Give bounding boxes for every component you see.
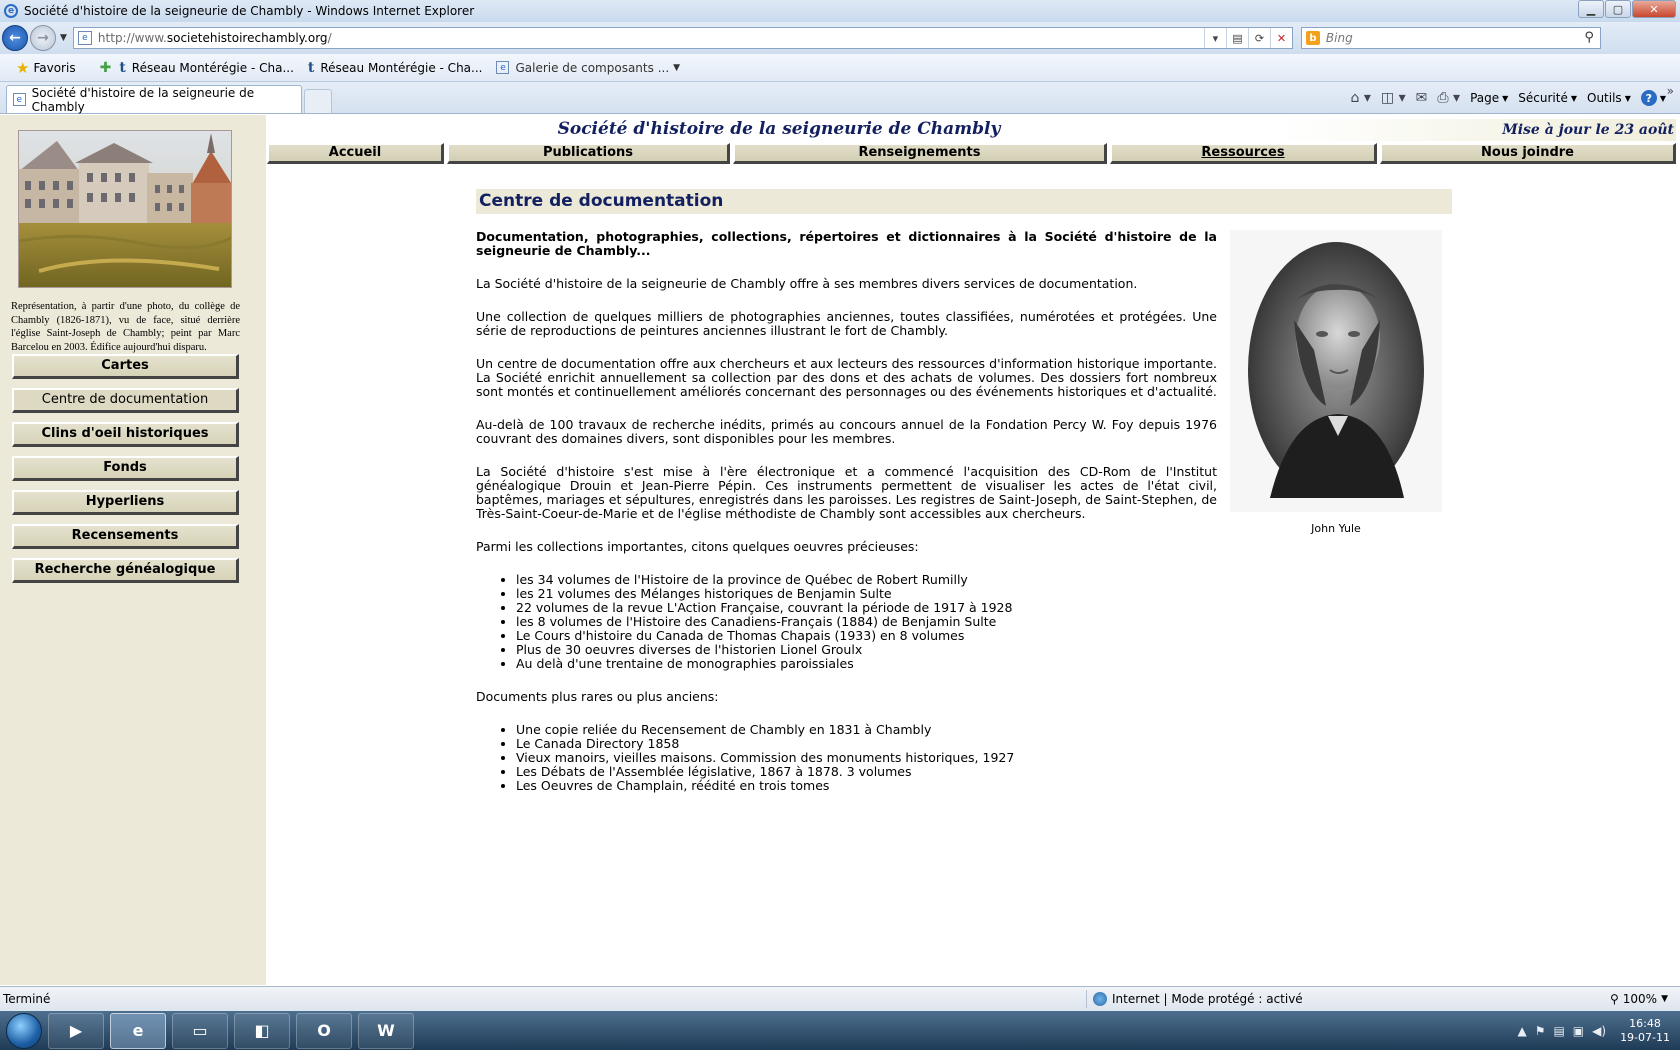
magnifier-icon: ⚲ (1609, 992, 1619, 1006)
favorite-link-label: Galerie de composants ... (515, 60, 670, 75)
internet-explorer-taskbar-icon[interactable]: e (110, 1013, 166, 1049)
back-button[interactable]: ← (2, 25, 28, 51)
security-menu-label: Sécurité (1518, 91, 1568, 105)
tab-publications[interactable]: Publications (447, 143, 730, 164)
site-t-icon: t (119, 59, 126, 76)
page-menu[interactable] (1470, 91, 1508, 105)
device-icon[interactable]: ▤ (1553, 1023, 1565, 1038)
clock-time: 16:48 (1629, 1016, 1661, 1030)
top-navigation (267, 143, 1679, 165)
file-explorer-taskbar-icon[interactable]: ▭ (172, 1013, 228, 1049)
list-item: • Le Cours d'histoire du Canada de Thomas Chapais (1933) en 8 volumes (516, 629, 1217, 643)
list-item: • Au delà d'une trentaine de monographies paroissiales (516, 657, 1217, 671)
clock-date: 19-07-11 (1620, 1030, 1670, 1044)
list-item: • les 34 volumes de l'Histoire de la province de Québec de Robert Rumilly (516, 573, 1217, 587)
window-title: Société d'histoire de la seigneurie de Chambly - Windows Internet Explorer (24, 4, 475, 18)
gallery-icon: e (496, 61, 509, 74)
paragraph: Documents plus rares ou plus anciens: (476, 689, 719, 704)
add-favorite-icon[interactable]: ✚ (99, 59, 112, 76)
search-placeholder: Bing (1325, 31, 1353, 45)
tab-active[interactable] (6, 85, 302, 113)
outlook-taskbar-icon[interactable]: O (296, 1013, 352, 1049)
system-clock[interactable] (1620, 1017, 1670, 1045)
ie-logo-icon: e (4, 4, 18, 18)
site-header (266, 119, 1680, 141)
update-note: Mise à jour le 23 août (1276, 119, 1676, 141)
security-zone[interactable] (1093, 992, 1393, 1006)
window-controls (1578, 0, 1676, 18)
system-tray (1517, 1017, 1670, 1045)
paragraph: La Société d'histoire s'est mise à l'ère électronique et a commencé l'acquisition des CD-Rom de l'Institut généalogique Drouin et Jean-Pierre Pépin. Ces instruments permettent de visualiser les actes de l'état civil, baptêmes, mariages et sépultures, enregistrés dans les paroisses. Les registres de Saint-Joseph, de Saint-Stephen, de Très-Saint-Coeur-de-Marie et de l'église méthodiste de Chambly sont accessibles aux chercheurs. (476, 464, 1217, 521)
forward-button[interactable]: → (30, 25, 56, 51)
image-caption: Représentation, à partir d'une photo, du collège de Chambly (1826-1871), vu de face, situé derrière l'église Saint-Joseph de Chambly; peint par Marc Barcelou en 2003. Édifice aujourd'hui disparu. (11, 301, 240, 353)
sidebar-item-cartes[interactable]: Cartes (12, 354, 239, 379)
lead-paragraph: Documentation, photographies, collections, répertoires et dictionnaires à la Société d'histoire de la seigneurie de Chambly... (476, 229, 1217, 258)
word-taskbar-icon[interactable]: W (358, 1013, 414, 1049)
security-menu[interactable] (1518, 91, 1577, 105)
divider (1086, 990, 1087, 1008)
security-zone-label: Internet | Mode protégé : activé (1112, 992, 1303, 1006)
taskbar (0, 1011, 1680, 1050)
site-t-icon: t (307, 59, 315, 76)
paragraph: Au-delà de 100 travaux de recherche inédits, primés au concours annuel de la Fondation Percy W. Foy depuis 1976 couvrant des domaines divers, sont disponibles pour les membres. (476, 417, 1217, 446)
zoom-control[interactable] (1610, 992, 1668, 1006)
chevron-down-icon: ▼ (1570, 93, 1577, 103)
history-dropdown-icon[interactable]: ▼ (60, 33, 67, 43)
article-body (476, 230, 1217, 812)
minimize-button[interactable]: ▁ (1578, 0, 1604, 18)
paragraph: Un centre de documentation offre aux chercheurs et aux lecteurs des ressources d'information historique importante. La Société enrichit annuellement sa collection par des dons et des achats de volumes. Des dossiers fort nombreux sont montés et continuellement améliorés concernant des personnages ou des événements historiques et d'actualité. (476, 356, 1217, 399)
college-painting-image (18, 130, 232, 288)
tab-accueil[interactable]: Accueil (267, 143, 444, 164)
paragraph: La Société d'histoire de la seigneurie de Chambly offre à ses membres divers services de documentation. (476, 276, 1138, 291)
sidebar-item-recensements[interactable]: Recensements (12, 524, 239, 549)
sidebar-item-clins-doeil[interactable]: Clins d'oeil historiques (12, 422, 239, 447)
media-player-taskbar-icon[interactable]: ▶ (48, 1013, 104, 1049)
start-button[interactable] (6, 1013, 42, 1049)
favorite-link-1[interactable] (119, 60, 294, 76)
paragraph: Une collection de quelques milliers de photographies anciennes, toutes classifiées, numérotées et protégées. Une série de reproductions de peintures anciennes illustrant le fort de Chambly. (476, 309, 1217, 338)
favorite-link-label: Réseau Montérégie - Cha... (320, 60, 483, 75)
new-tab-button[interactable] (304, 89, 332, 113)
address-bar[interactable] (73, 27, 1293, 49)
chevron-down-icon: ▼ (1502, 93, 1509, 103)
url-suffix: / (327, 31, 332, 45)
feeds-icon[interactable]: ◫ ▾ (1380, 90, 1406, 106)
help-icon: ? (1641, 90, 1657, 106)
list-item: • Le Canada Directory 1858 (516, 737, 1217, 751)
chevron-down-icon: ▼ (673, 62, 681, 73)
status-text: Terminé (3, 992, 51, 1006)
maximize-button[interactable]: ▢ (1605, 0, 1631, 18)
page-menu-label: Page (1470, 91, 1500, 105)
sidebar-item-recherche-genealogique[interactable]: Recherche généalogique (12, 558, 239, 583)
compatibility-view-icon[interactable]: ▤ (1226, 28, 1248, 48)
refresh-icon[interactable]: ⟳ (1248, 28, 1270, 48)
address-tools (1204, 28, 1292, 48)
tab-ressources[interactable]: Ressources (1110, 143, 1377, 164)
page-icon: e (13, 93, 26, 106)
portrait-caption: John Yule (1311, 522, 1361, 535)
address-dropdown-icon[interactable]: ▾ (1204, 28, 1226, 48)
sidebar-item-centre-de-documentation[interactable]: Centre de documentation (12, 388, 239, 413)
tab-renseignements[interactable]: Renseignements (733, 143, 1107, 164)
sidebar-item-hyperliens[interactable]: Hyperliens (12, 490, 239, 515)
zoom-level: 100% (1622, 992, 1658, 1006)
status-bar (0, 986, 1680, 1011)
url-host: societehistoirechambly.org (166, 31, 328, 45)
search-box[interactable] (1301, 27, 1601, 49)
search-icon[interactable]: ⚲ (1584, 30, 1594, 45)
favorite-link-3[interactable] (496, 61, 680, 75)
list-item: • 22 volumes de la revue L'Action Française, couvrant la période de 1917 à 1928 (516, 601, 1217, 615)
tab-title: Société d'histoire de la seigneurie de Chambly (31, 85, 255, 114)
show-hidden-icons-icon[interactable]: ▲ (1517, 1023, 1527, 1038)
globe-icon (1093, 992, 1107, 1006)
favorites-star-icon[interactable]: ★ (16, 58, 30, 77)
chevron-down-icon: ▼ (1624, 93, 1631, 103)
list-item: • Les Débats de l'Assemblée législative, 1867 à 1878. 3 volumes (516, 765, 1217, 779)
page-viewport (0, 115, 1680, 985)
volume-icon[interactable]: ◀) (1592, 1023, 1607, 1038)
mail-icon[interactable]: ✉ (1415, 90, 1428, 106)
list-item: • Les Oeuvres de Champlain, réédité en trois tomes (516, 779, 1217, 793)
sidebar-item-fonds[interactable]: Fonds (12, 456, 239, 481)
tools-menu[interactable] (1587, 91, 1631, 105)
rare-documents-list (516, 723, 1217, 793)
window-titlebar (0, 0, 1680, 22)
favorite-link-label: Réseau Montérégie - Cha... (131, 60, 294, 75)
list-item: • les 8 volumes de l'Histoire des Canadiens-Français (1884) de Benjamin Sulte (516, 615, 1217, 629)
more-commands-icon[interactable]: » (1666, 84, 1674, 98)
list-item: • Une copie reliée du Recensement de Chambly en 1831 à Chambly (516, 723, 1217, 737)
list-item: • Plus de 30 oeuvres diverses de l'historien Lionel Groulx (516, 643, 1217, 657)
home-icon[interactable]: ⌂ ▾ (1350, 90, 1371, 106)
sticky-notes-taskbar-icon[interactable]: ◧ (234, 1013, 290, 1049)
print-icon[interactable]: ⎙ ▾ (1437, 90, 1461, 106)
tools-menu-label: Outils (1587, 91, 1622, 105)
close-button[interactable]: ✕ (1632, 0, 1676, 18)
navigation-bar (0, 22, 1680, 54)
site-brand-title: Société d'histoire de la seigneurie de Chambly (557, 119, 1001, 139)
list-item: • Vieux manoirs, vieilles maisons. Commission des monuments historiques, 1927 (516, 751, 1217, 765)
list-item: • les 21 volumes des Mélanges historiques de Benjamin Sulte (516, 587, 1217, 601)
paragraph: Parmi les collections importantes, citons quelques oeuvres précieuses: (476, 539, 919, 554)
page-icon: e (78, 31, 92, 45)
action-center-flag-icon[interactable]: ⚑ (1534, 1023, 1546, 1038)
chevron-down-icon: ▼ (1659, 93, 1666, 103)
network-icon[interactable]: ▣ (1572, 1023, 1585, 1038)
john-yule-portrait (1230, 230, 1442, 512)
command-bar (1351, 86, 1666, 110)
chevron-down-icon: ▼ (1661, 994, 1668, 1004)
url-prefix: http://www. (97, 31, 167, 45)
bing-icon: b (1306, 31, 1320, 45)
main-content (476, 189, 1452, 793)
section-title: Centre de documentation (476, 189, 1452, 214)
collections-list (516, 573, 1217, 671)
help-menu[interactable] (1641, 90, 1666, 106)
favorites-button[interactable]: Favoris (33, 60, 76, 75)
favorites-bar (0, 54, 1680, 82)
sidebar (0, 115, 266, 985)
stop-icon[interactable]: ✕ (1270, 28, 1292, 48)
favorite-link-2[interactable] (308, 60, 483, 76)
tab-nous-joindre[interactable]: Nous joindre (1380, 143, 1676, 164)
